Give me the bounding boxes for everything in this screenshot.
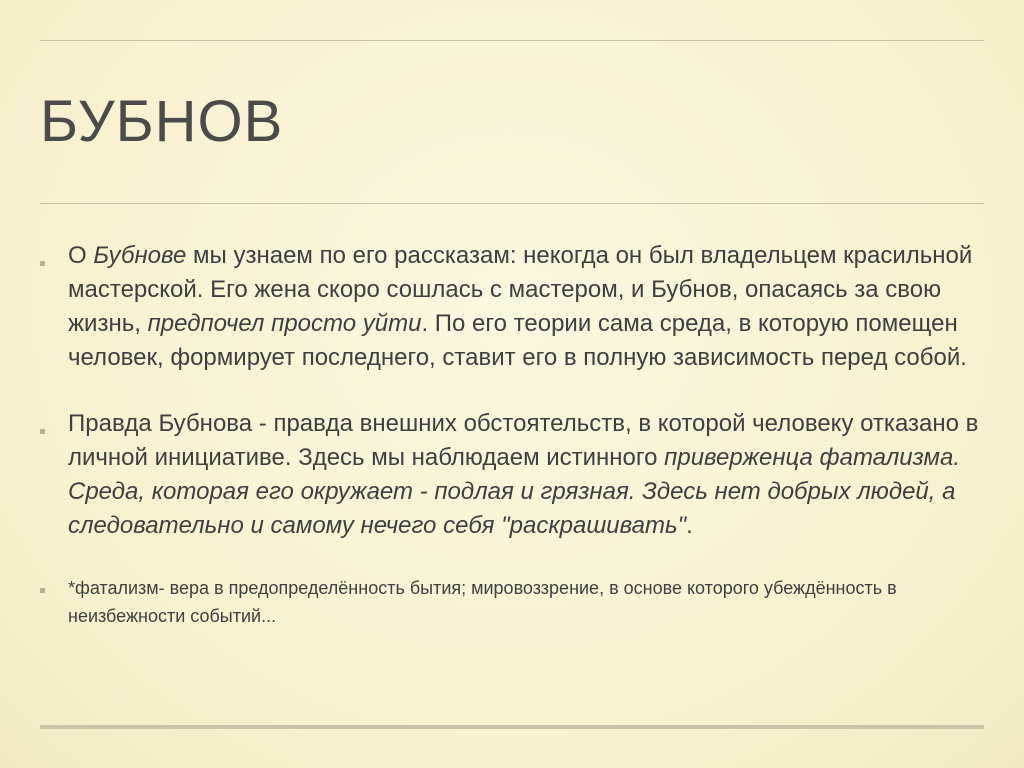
bullet-1-seg-5: . По его теории сама среда, в которую помещен человек, формирует последнего, ставит его в полную зависимость перед собой. [68,310,967,371]
bullet-1-seg-1: О [68,242,94,269]
bullet-2-seg-2: приверженца фатализма. Среда, которая его окружает - подлая и грязная. Здесь нет добрых людей, а следовательно и самому нечего себя "раскрашивать" [68,444,960,539]
bullet-2-seg-1: Правда Бубнова - правда внешних обстоятельств, в которой человеку отказано в личной инициативе. Здесь мы наблюдаем истинного [68,410,979,471]
bullet-2-text [68,410,978,539]
title-divider [40,203,984,204]
bullet-1-text [68,242,972,371]
bullet-1-seg-4: предпочел просто уйти [147,310,422,337]
top-divider [40,40,984,41]
bullet-item-3 [40,574,984,630]
bullet-1-seg-3: мы узнаем по его рассказам: некогда он был владельцем красильной мастерской. Его жена скоро сошлась с мастером, и Бубнов, опасаясь за свою жизнь, [68,242,973,337]
bullet-item-2 [40,407,984,543]
bullet-marker-icon [40,588,45,593]
bullet-3-text: *фатализм- вера в предопределённость бытия; мировоззрение, в основе которого убеждённость в неизбежности событий... [68,578,897,626]
bullet-marker-icon [40,429,45,434]
bullet-item-1 [40,239,984,375]
bullet-1-seg-2: Бубнове [93,242,187,269]
bottom-divider [40,725,984,729]
slide-title: БУБНОВ [40,89,284,154]
bullet-marker-icon [40,261,45,266]
bullet-2-seg-3: . [686,512,693,539]
bullet-list [40,239,984,630]
